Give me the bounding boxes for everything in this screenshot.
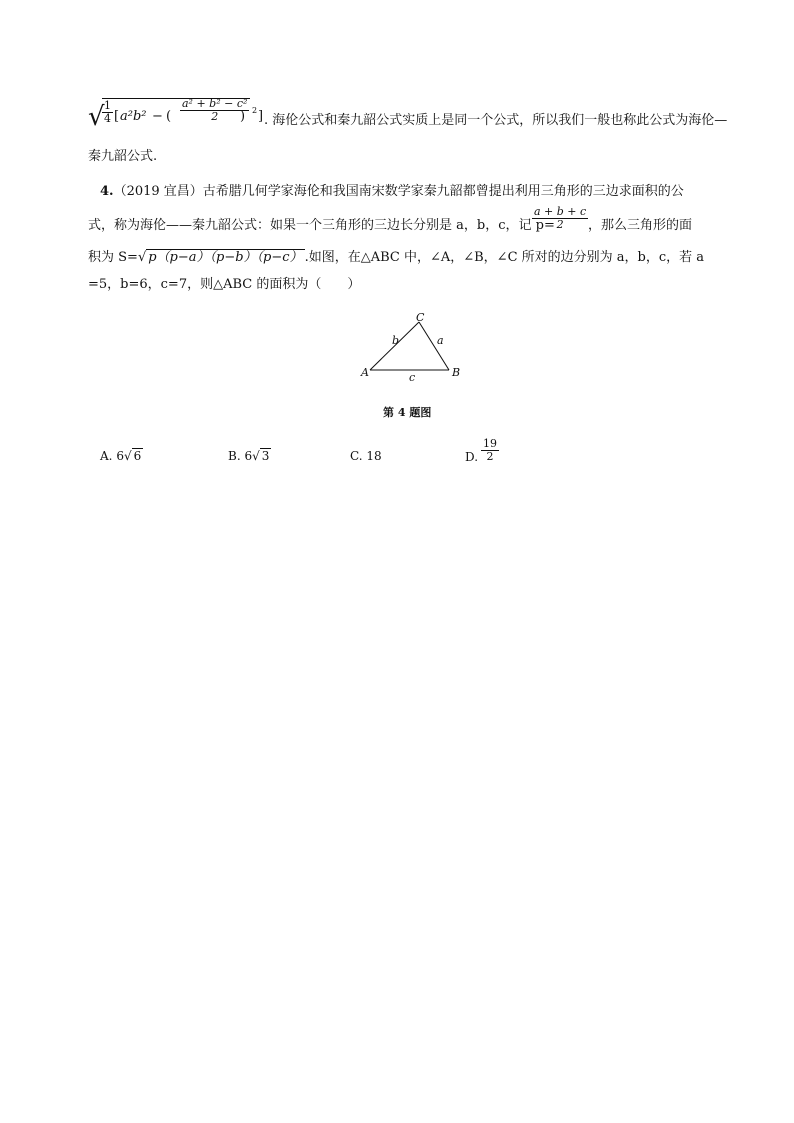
paren-close: ): [240, 109, 246, 124]
question-line-3: [88, 246, 704, 265]
question-text-2-pre: 式，称为海伦——秦九韶公式：如果一个三角形的三边长分别是 a，b，c，记 p=: [88, 218, 555, 233]
question-text-3-post: .如图，在△ABC 中，∠A，∠B，∠C 所对的边分别为 a，b，c，若 a: [304, 250, 705, 265]
question-text-3-pre: 积为 S=: [88, 250, 138, 265]
fraction-one-quarter: $\frac{1}{4}$: [104, 99, 111, 125]
question-number: 4.: [100, 184, 114, 199]
question-line-1: [100, 180, 684, 199]
question-text-1: 古希腊几何学家海伦和我国南宋数学家秦九韶都曾提出利用三角形的三边求面积的公: [202, 184, 684, 199]
side-label-c: c: [409, 371, 416, 384]
option-D-fraction: $\frac{19}{2}$: [483, 437, 497, 463]
bracket-open: [: [114, 109, 120, 124]
continuation-text: . 海伦公式和秦九韶公式实质上是同一个公式，所以我们一般也称此公式为海伦—: [264, 113, 728, 128]
side-label-b: b: [392, 334, 400, 347]
fraction-p: $\frac{a + b + c}{2}$: [534, 205, 587, 231]
side-a: [419, 322, 449, 370]
vertex-label-A: A: [361, 366, 369, 379]
heron-sqrt: √ p（p−a）（p−b）（p−c）: [137, 250, 303, 265]
continuation-line-2: 秦九韶公式.: [88, 149, 158, 164]
option-A[interactable]: A. 6√ 6: [100, 449, 142, 463]
bracket-close: ]: [258, 109, 264, 124]
paren-open: (: [166, 109, 172, 124]
radical-sign: √: [88, 102, 105, 132]
vertex-label-B: B: [452, 366, 461, 379]
question-text-2-post: ，那么三角形的面: [588, 218, 693, 233]
square-exponent: 2: [252, 106, 258, 115]
option-B[interactable]: B. 6√ 3: [228, 449, 270, 463]
question-source: （2019 宜昌）: [113, 184, 203, 199]
option-C[interactable]: C. 18: [350, 449, 382, 463]
minus-sign: −: [152, 109, 163, 124]
figure-caption: 第 4 题图: [383, 406, 432, 419]
fraction-inner: $\frac{\text{a² + b² − c²}}{2}$: [182, 97, 248, 123]
vertex-label-C: C: [416, 311, 425, 324]
question-line-4: =5，b=6，c=7，则△ABC 的面积为（ ）: [88, 277, 361, 292]
term-a2b2: a²b²: [120, 109, 147, 124]
side-label-a: a: [437, 334, 444, 347]
